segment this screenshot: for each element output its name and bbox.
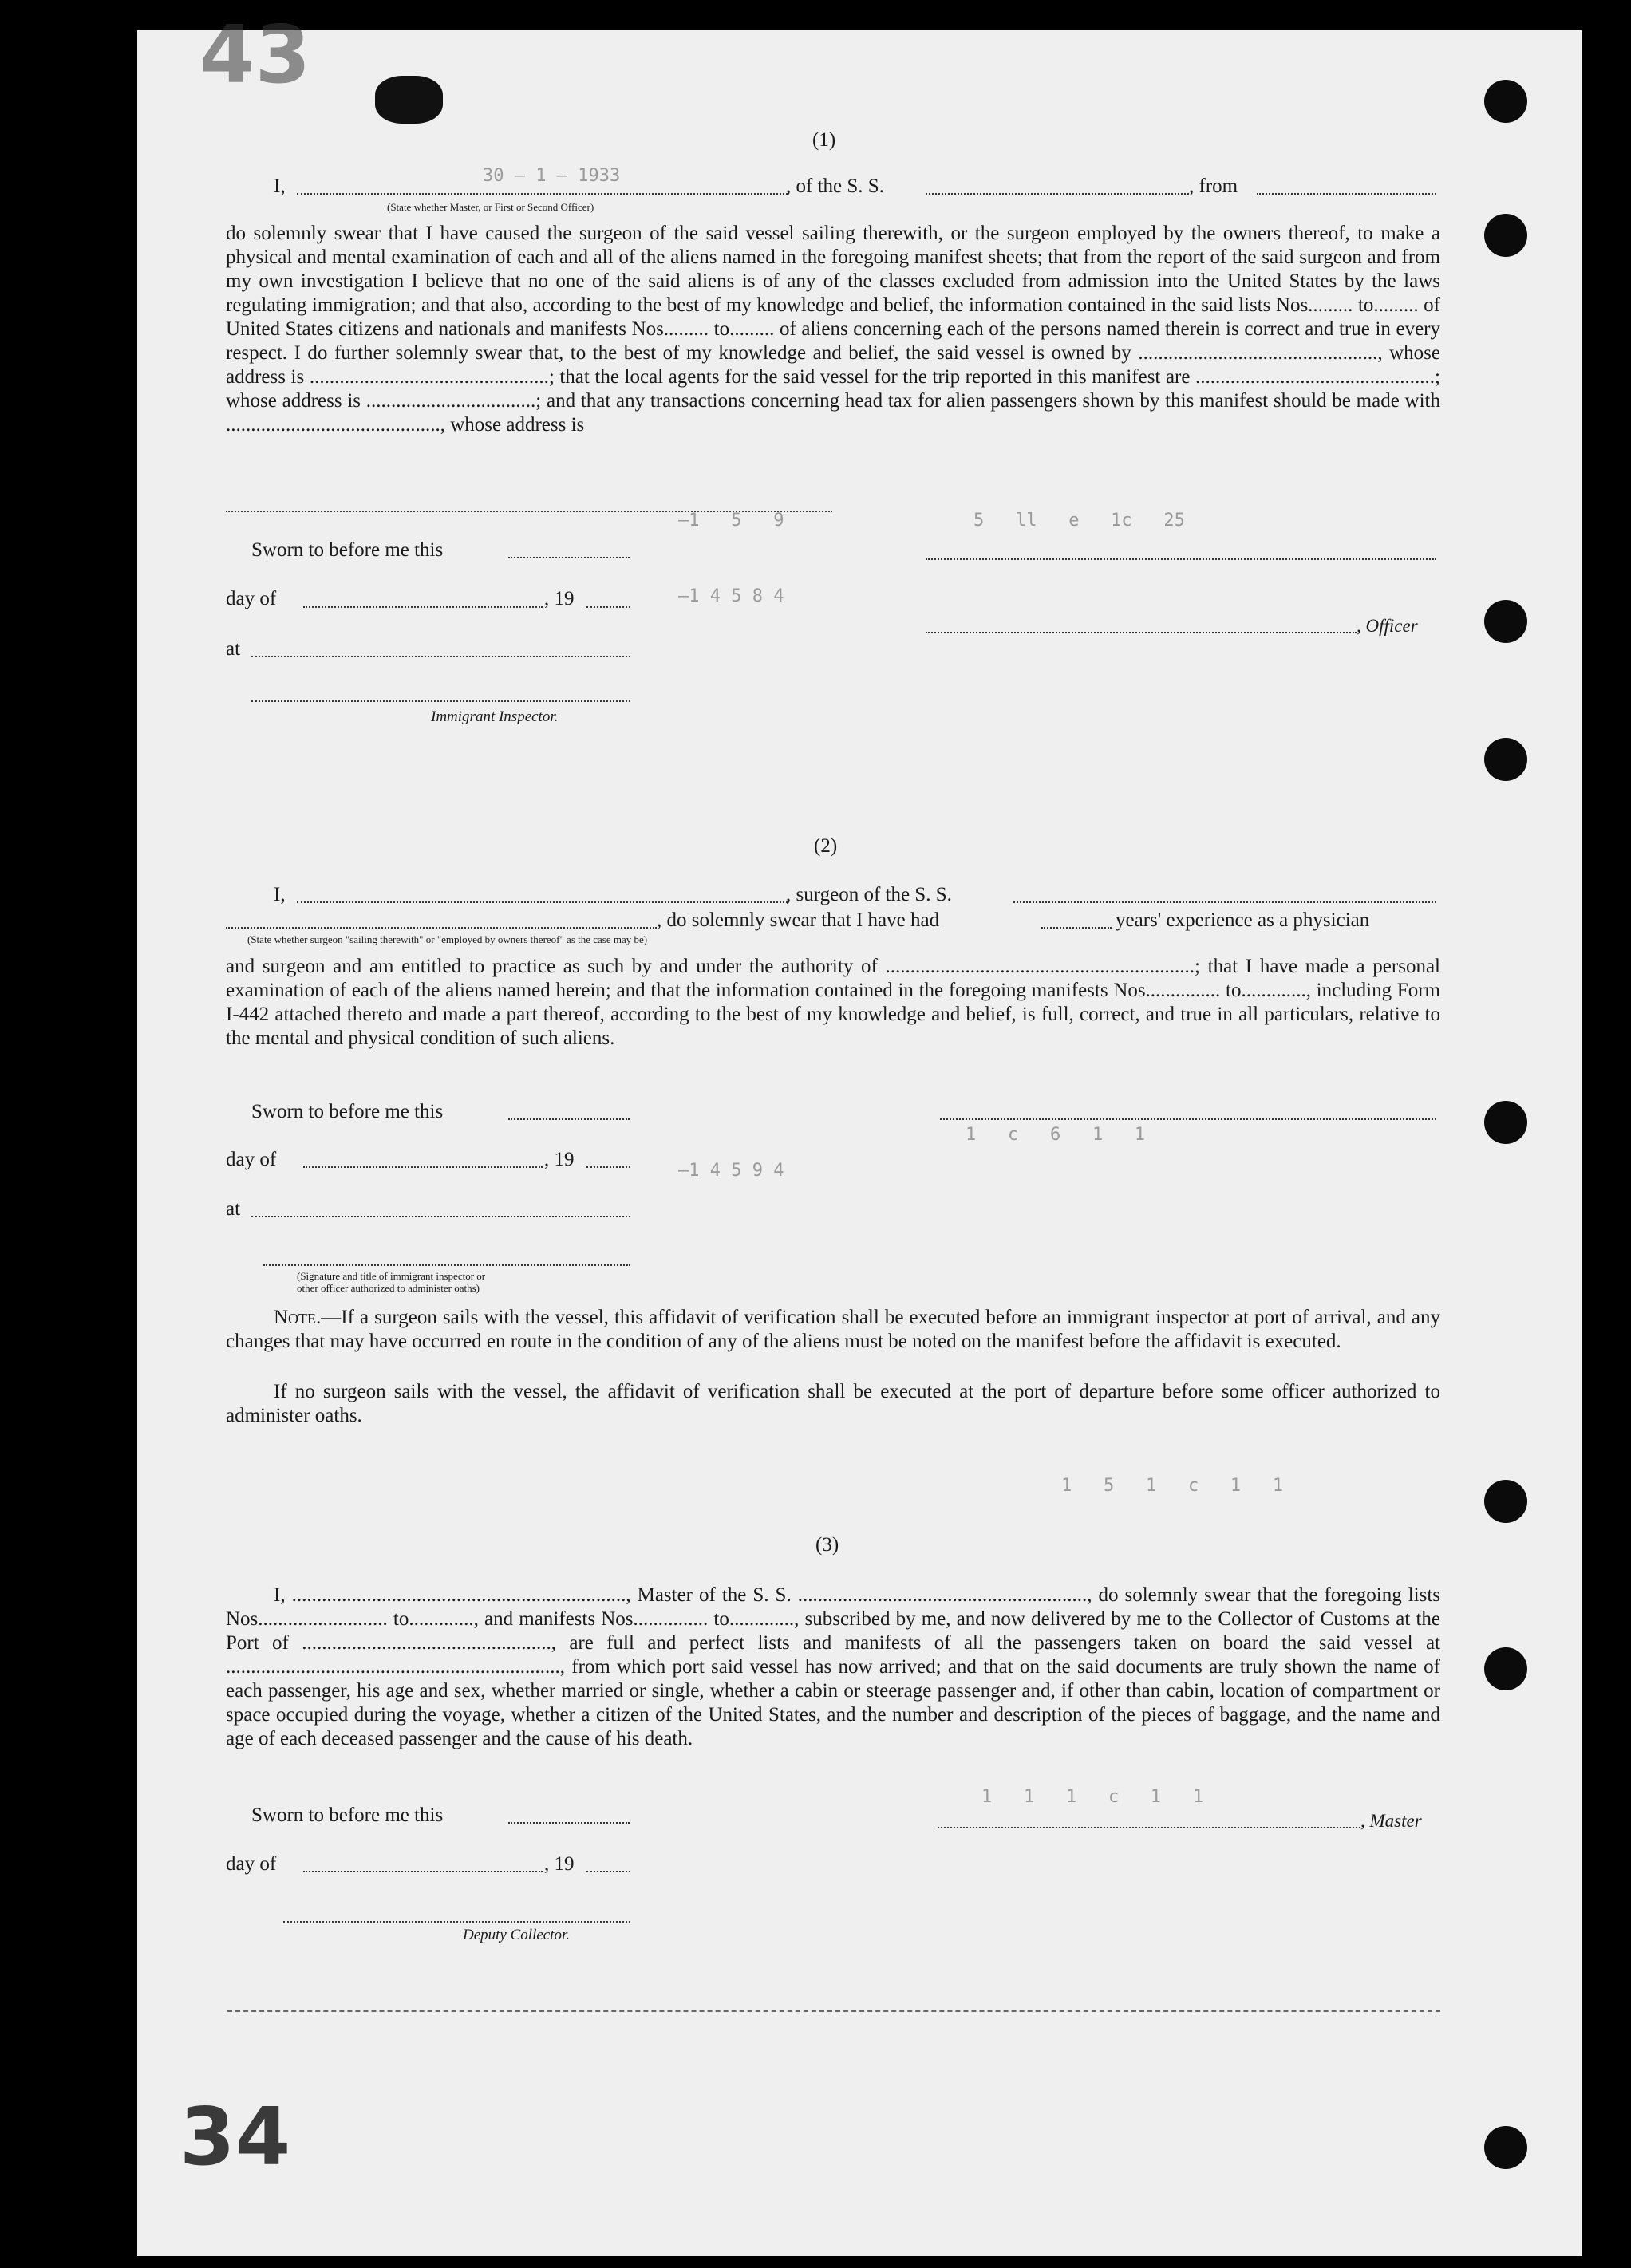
binder-hole [1484, 214, 1527, 257]
note-label: Note. [274, 1307, 322, 1328]
section-2-number: (2) [814, 835, 838, 857]
section-2-i: I, [274, 884, 286, 905]
immigrant-inspector-label: Immigrant Inspector. [431, 708, 559, 725]
sworn-label-2: Sworn to before me this [251, 1101, 444, 1122]
year-label-3: , 19 [544, 1853, 575, 1875]
bleed-through-mark: 1 c 6 1 1 [966, 1125, 1146, 1145]
sworn-date-field-2[interactable] [508, 1118, 630, 1120]
surgeon-signature-line[interactable] [940, 1118, 1436, 1120]
swear-years-label: , do solemnly swear that I have had [657, 909, 940, 931]
officer-name-field[interactable] [297, 193, 788, 195]
binder-hole [1484, 600, 1527, 643]
bleed-through-mark: 5 ll e 1c 25 [973, 511, 1185, 531]
binder-hole [1484, 1647, 1527, 1690]
note-paragraph-2: If no surgeon sails with the vessel, the affidavit of verification shall be executed at the port of departure before some officer authorized to administer oaths. [226, 1381, 1440, 1426]
collector-oath-paragraph: I, ..................................................................., Master of the S. S. .........................................................., do solemnly swear that the foregoing lists Nos.......................... to............., and manifests Nos............... to............., subscribed by me, and now delivered by me to the Collector of Customs at the Port of .................................................., are full and perfect lists and manifests of all the passengers taken on board the said vessel at ..................................................................., from which port said vessel has now arrived; and that on the said documents are truly shown the name of each passenger, his age and sex, whether married or single, whether a cabin or steerage passenger and, if other than cabin, location of compartment or space occupied during the voyage, whether a citizen of the United States, and the number and description of the pieces of baggage, and the name and age of each deceased passenger and the cause of his death. [226, 1584, 1440, 1749]
officer-rank-note: (State whether Master, or First or Second Officer) [387, 201, 594, 213]
sworn-date-field-3[interactable] [508, 1822, 630, 1824]
note-paragraph [226, 1306, 1440, 1354]
sworn-label-1: Sworn to before me this [251, 539, 444, 561]
surgeon-type-note: (State whether surgeon "sailing therewith" or "employed by owners thereof" as the case may be) [247, 933, 648, 945]
signature-note-2: other officer authorized to administer oaths) [297, 1282, 480, 1294]
at-label-2: at [226, 1198, 241, 1220]
binder-hole [1484, 2126, 1527, 2169]
day-of-field-1[interactable] [303, 606, 543, 608]
signature-note-1: (Signature and title of immigrant inspector or [297, 1270, 486, 1282]
authorized-officer-signature-line[interactable] [263, 1264, 630, 1266]
binder-hole [1484, 738, 1527, 781]
year-field-1[interactable] [586, 606, 630, 608]
sworn-label-3: Sworn to before me this [251, 1805, 444, 1826]
surgeon-ship-field[interactable] [1013, 901, 1436, 903]
year-field-3[interactable] [586, 1871, 630, 1872]
from-port-field[interactable] [1257, 193, 1436, 195]
day-of-label-3: day of [226, 1853, 277, 1875]
bleed-through-mark: —1 5 9 [678, 511, 784, 531]
inspector-signature-line[interactable] [251, 700, 630, 702]
bleed-through-mark: 1 1 1 c 1 1 [981, 1787, 1204, 1807]
year-label-1: , 19 [544, 588, 575, 609]
bleed-through-mark: 1 5 1 c 1 1 [1061, 1476, 1284, 1496]
day-of-field-3[interactable] [303, 1871, 543, 1872]
officer-line-1[interactable] [926, 558, 1436, 560]
at-field-2[interactable] [251, 1216, 630, 1217]
master-oath-paragraph: do solemnly swear that I have caused the surgeon of the said vessel sailing therewith, or the surgeon employed by the owners thereof, to make a physical and mental examination of each and all of the aliens named in the foregoing manifest sheets; that from the report of the said surgeon and from my own investigation I believe that no one of the said aliens is of any of the classes excluded from admission into the United States by the laws regulating immigration; and that also, according to the best of my knowledge and belief, the information contained in the said lists Nos......... to......... of United States citizens and nationals and manifests Nos......... to......... of aliens concerning each of the persons named therein is correct and true in every respect. I do further solemnly swear that, to the best of my knowledge and belief, the said vessel is owned by ................................................, whose address is ................................................; that the local agents for the said vessel for the trip reported in this manifest are ................................................; whose address is ..................................; and that any transactions concerning head tax for alien passengers shown by this manifest should be made with ..........................................., whose address is [226, 223, 1440, 436]
binder-hole [1484, 1101, 1527, 1144]
surgeon-type-field[interactable] [226, 927, 657, 929]
bleed-through-mark: —1 4 5 9 4 [678, 1161, 784, 1181]
day-of-label-2: day of [226, 1149, 277, 1170]
of-ship-label: , of the S. S. [786, 176, 884, 197]
surgeon-name-field[interactable] [297, 901, 788, 903]
day-of-label-1: day of [226, 588, 277, 609]
years-experience-label: years' experience as a physician [1116, 909, 1370, 931]
bottom-divider [227, 2010, 1440, 2012]
years-field[interactable] [1041, 927, 1112, 929]
section-1-number: (1) [812, 129, 836, 151]
page-number-stamp-top: 43 [199, 8, 311, 101]
day-of-field-2[interactable] [303, 1166, 543, 1168]
sworn-date-field-1[interactable] [508, 557, 630, 558]
officer-signature-line[interactable] [926, 632, 1357, 633]
master-label: , Master [1360, 1811, 1422, 1831]
surgeon-of-label: , surgeon of the S. S. [786, 884, 952, 905]
binder-hole [1484, 1480, 1527, 1523]
note-text: —If a surgeon sails with the vessel, this affidavit of verification shall be executed before an immigrant inspector at port of arrival, and any changes that may have occurred en route in the condition of any of the aliens must be noted on the manifest before the affidavit is executed. [226, 1307, 1440, 1352]
bleed-through-mark: —1 4 5 8 4 [678, 586, 784, 606]
section-1-i: I, [274, 176, 286, 197]
binder-hole [1484, 80, 1527, 123]
deputy-collector-label: Deputy Collector. [463, 1927, 571, 1943]
section-3-number: (3) [816, 1534, 839, 1556]
collector-signature-line[interactable] [283, 1921, 630, 1923]
year-label-2: , 19 [544, 1149, 575, 1170]
officer-label: , Officer [1357, 616, 1418, 636]
handwritten-date: 30 — 1 — 1933 [483, 166, 621, 186]
master-signature-line[interactable] [938, 1827, 1360, 1828]
surgeon-oath-paragraph: and surgeon and am entitled to practice as such by and under the authority of ..............................................................; that I have made a personal examination of each of the aliens named herein; and that the information contained in the foregoing manifests Nos............... to............., including Form I-442 attached thereto and made a part thereof, according to the best of my knowledge and belief, is full, correct, and true in all particulars, relative to the mental and physical condition of such aliens. [226, 956, 1440, 1049]
ship-name-field[interactable] [926, 193, 1189, 195]
year-field-2[interactable] [586, 1166, 630, 1168]
at-field-1[interactable] [251, 656, 630, 657]
page-number-stamp-bottom: 34 [180, 2090, 291, 2183]
ink-blot [375, 76, 443, 124]
at-label-1: at [226, 638, 241, 660]
from-label: , from [1189, 176, 1238, 197]
